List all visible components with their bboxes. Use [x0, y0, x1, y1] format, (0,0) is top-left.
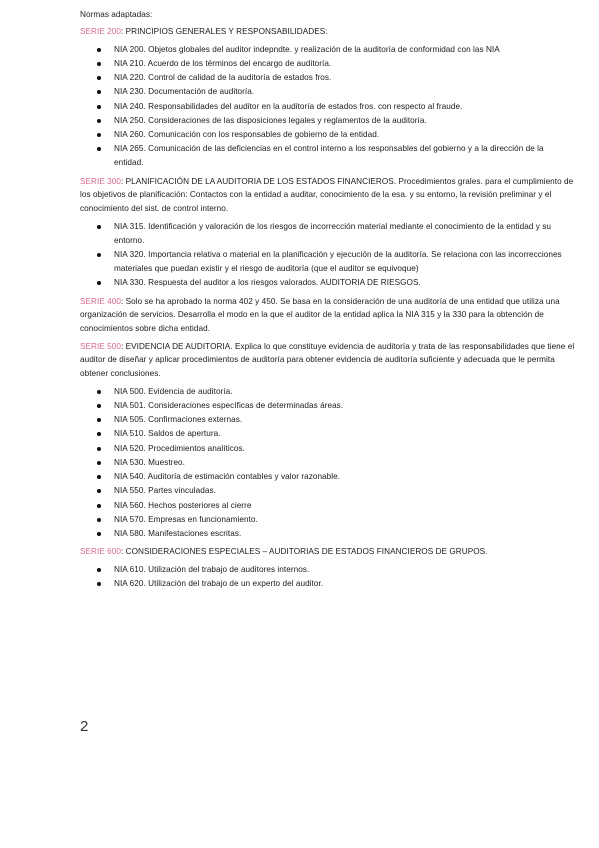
list-item-text: NIA 315. Identificación y valoración de los riesgos de incorrección material mediante el conocimiento de la entidad y su entorno. [114, 221, 551, 245]
sections-container [80, 25, 575, 591]
list-item-text: NIA 580. Manifestaciones escritas. [114, 528, 242, 538]
list-item-text: NIA 200. Objetos globales del auditor indepndte. y realización de la auditoría de conformidad con las NIA [114, 44, 500, 54]
bullet-icon [97, 253, 101, 257]
bullet-icon [97, 582, 101, 586]
bullet-icon [97, 281, 101, 285]
list-item-text: NIA 520. Procedimientos analíticos. [114, 443, 245, 453]
list-item [80, 427, 575, 441]
section-heading-text: : Solo se ha aprobado la norma 402 y 450. Se basa en la consideración de una auditoría de una entidad que utiliza una organización de servicios. Desarrolla el modo en la que el auditor de la entidad aplica la NIA 315 y la 330 para la obtención de conocimientos sobre dicha entidad. [80, 296, 560, 334]
bullet-icon [97, 90, 101, 94]
bullet-icon [97, 461, 101, 465]
bullet-icon [97, 105, 101, 109]
bullet-icon [97, 147, 101, 151]
list-item-text: NIA 570. Empresas en funcionamiento. [114, 514, 258, 524]
nia-list [80, 43, 575, 171]
list-item-text: NIA 620. Utilización del trabajo de un experto del auditor. [114, 579, 324, 589]
bullet-icon [97, 418, 101, 422]
serie-label: SERIE 400 [80, 296, 121, 306]
list-item [80, 100, 575, 114]
bullet-icon [97, 76, 101, 80]
list-item-text: NIA 230. Documentación de auditoría. [114, 87, 255, 97]
list-item [80, 385, 575, 399]
bullet-icon [97, 568, 101, 572]
list-item [80, 248, 575, 276]
list-item [80, 563, 575, 577]
list-item-text: NIA 265. Comunicación de las deficiencias en el control interno a los responsables del gobierno y a la dirección de la entidad. [114, 144, 544, 168]
serie-label: SERIE 600 [80, 547, 121, 557]
nia-list [80, 563, 575, 591]
list-item-text: NIA 540. Auditoría de estimación contables y valor razonable. [114, 472, 341, 482]
bullet-icon [97, 404, 101, 408]
list-item-text: NIA 550. Partes vinculadas. [114, 486, 216, 496]
section-heading-text: : EVIDENCIA DE AUDITORIA. Explica lo que constituye evidencia de auditoría y trata de las responsabilidades que tiene el auditor de diseñar y aplicar procedimientos de auditoría para obtener evidencia de auditoría suficiente y adecuada que le permita obtener conclusiones. [80, 341, 575, 379]
section-heading-text: : CONSIDERACIONES ESPECIALES – AUDITORIAS DE ESTADOS FINANCIEROS DE GRUPOS. [120, 547, 488, 557]
list-item [80, 577, 575, 591]
list-item [80, 470, 575, 484]
list-item [80, 85, 575, 99]
list-item [80, 399, 575, 413]
section-heading-text: : PRINCIPIOS GENERALES Y RESPONSABILIDADES: [120, 27, 328, 36]
list-item [80, 114, 575, 128]
section-heading [80, 545, 575, 559]
list-item [80, 128, 575, 142]
bullet-icon [97, 432, 101, 436]
list-item [80, 413, 575, 427]
list-item [80, 142, 575, 170]
bullet-icon [97, 518, 101, 522]
nia-list [80, 385, 575, 541]
list-item [80, 513, 575, 527]
list-item-text: NIA 260. Comunicación con los responsables de gobierno de la entidad. [114, 129, 380, 139]
list-item [80, 57, 575, 71]
list-item-text: NIA 530. Muestreo. [114, 457, 185, 467]
serie-label: SERIE 500 [80, 341, 121, 351]
list-item [80, 484, 575, 498]
list-item-text: NIA 501. Consideraciones específicas de determinadas áreas. [114, 401, 344, 411]
serie-label: SERIE 300 [80, 176, 121, 186]
list-item-text: NIA 330. Respuesta del auditor a los riesgos valorados. AUDITORIA DE RIESGOS. [114, 278, 421, 288]
bullet-icon [97, 504, 101, 508]
section-heading [80, 295, 575, 336]
section-heading-text: : PLANIFICACIÓN DE LA AUDITORIA DE LOS ESTADOS FINANCIEROS. Procedimientos grales. para el cumplimiento de los objetivos de planificación: Contactos con la entidad a auditar, conocimiento de la esa. y su entorno, la revisión preliminar y el conocimiento del sist. de control interno. [80, 176, 574, 213]
list-item [80, 276, 575, 290]
bullet-icon [97, 447, 101, 451]
bullet-icon [97, 532, 101, 536]
list-item-text: NIA 220. Control de calidad de la auditoría de estados fros. [114, 73, 332, 83]
document-title: Normas adaptadas: [80, 10, 153, 19]
bullet-icon [97, 475, 101, 479]
section-heading [80, 25, 575, 39]
list-item-text: NIA 320. Importancia relativa o material en la planificación y ejecución de la auditoría. Se relaciona con las incorrecciones materiales que puedan existir y el riesgo de auditoría (que el auditor se equivoque) [114, 250, 562, 274]
nia-list [80, 220, 575, 291]
list-item-text: NIA 240. Responsabilidades del auditor en la auditoría de estados fros. con respecto al fraude. [114, 101, 463, 111]
list-item [80, 220, 575, 248]
list-item-text: NIA 610. Utilización del trabajo de auditores internos. [114, 564, 310, 574]
list-item-text: NIA 250. Consideraciones de las disposiciones legales y reglamentos de la auditoría. [114, 115, 427, 125]
section-heading [80, 175, 575, 216]
bullet-icon [97, 133, 101, 137]
page-number: 2 [80, 718, 89, 735]
bullet-icon [97, 48, 101, 52]
bullet-icon [97, 225, 101, 229]
list-item [80, 499, 575, 513]
list-item [80, 71, 575, 85]
section-heading [80, 340, 575, 381]
list-item-text: NIA 210. Acuerdo de los términos del encargo de auditoría. [114, 58, 332, 68]
list-item-text: NIA 500. Evidencia de auditoría. [114, 386, 233, 396]
list-item [80, 527, 575, 541]
serie-label: SERIE 200 [80, 27, 121, 36]
bullet-icon [97, 119, 101, 123]
list-item-text: NIA 510. Saldos de apertura. [114, 429, 221, 439]
bullet-icon [97, 62, 101, 66]
list-item-text: NIA 560. Hechos posteriores al cierre [114, 500, 252, 510]
list-item [80, 442, 575, 456]
list-item [80, 456, 575, 470]
bullet-icon [97, 489, 101, 493]
list-item-text: NIA 505. Confirmaciones externas. [114, 415, 243, 425]
bullet-icon [97, 390, 101, 394]
list-item [80, 43, 575, 57]
